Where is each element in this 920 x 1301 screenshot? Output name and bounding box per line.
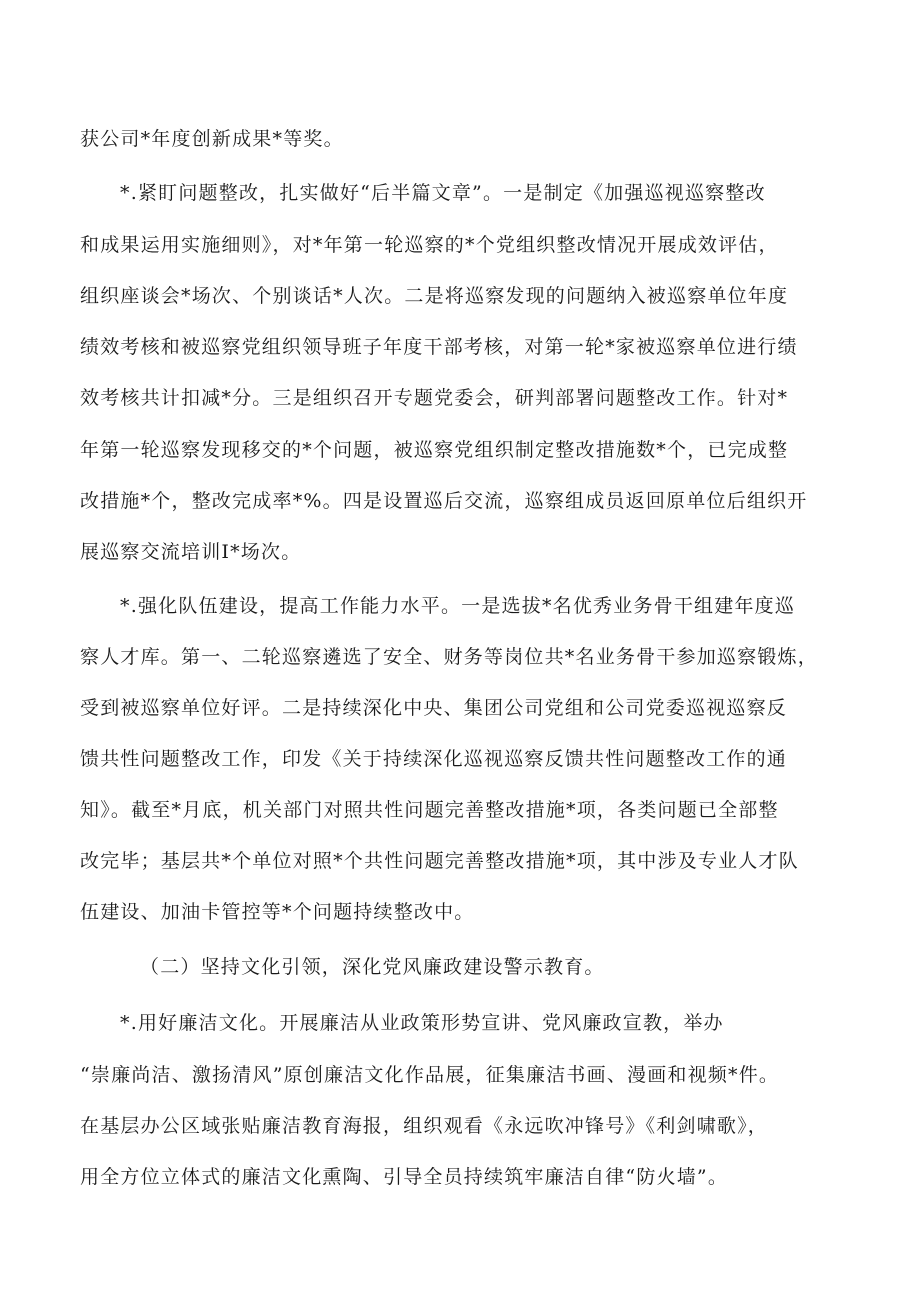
paragraph-line: 绩效考核和被巡察党组织领导班子年度干部考核，对第一轮*家被巡察单位进行绩 — [80, 336, 798, 358]
paragraph-line: 伍建设、加油卡管控等*个问题持续整改中。 — [80, 901, 475, 923]
section-heading: （二）坚持文化引领，深化党风廉政建设警示教育。 — [140, 956, 605, 978]
paragraph-line: 察人才库。第一、二轮巡察遴选了安全、财务等岗位共*名业务骨干参加巡察锻炼， — [80, 646, 818, 668]
paragraph-line: 改措施*个，整改完成率*%。四是设置巡后交流，巡察组成员返回原单位后组织开 — [80, 490, 808, 512]
paragraph-line: 改完毕；基层共*个单位对照*个共性问题完善整改措施*项，其中涉及专业人才队 — [80, 850, 799, 872]
paragraph-line: 效考核共计扣减*分。三是组织召开专题党委会，研判部署问题整改工作。针对* — [80, 387, 789, 409]
paragraph-line: 和成果运用实施细则》，对*年第一轮巡察的*个党组织整改情况开展成效评估， — [80, 234, 779, 256]
paragraph-line: 知》。截至*月底，机关部门对照共性问题完善整改措施*项，各类问题已全部整 — [80, 799, 779, 821]
paragraph-line: 年第一轮巡察发现移交的*个问题，被巡察党组织制定整改措施数*个，已完成整 — [80, 439, 789, 461]
paragraph-line: *.强化队伍建设，提高工作能力水平。一是选拔*名优秀业务骨干组建年度巡 — [120, 595, 796, 617]
paragraph-line: *.用好廉洁文化。开展廉洁从业政策形势宣讲、党风廉政宣教，举办 — [120, 1012, 724, 1034]
paragraph-line: 在基层办公区域张贴廉洁教育海报，组织观看《永远吹冲锋号》《利剑啸歌》， — [80, 1115, 769, 1137]
paragraph-line: 组织座谈会*场次、个别谈话*人次。二是将巡察发现的问题纳入被巡察单位年度 — [80, 285, 789, 307]
paragraph-line: 馈共性问题整改工作，印发《关于持续深化巡视巡察反馈共性问题整改工作的通 — [80, 748, 788, 770]
paragraph-line: *.紧盯问题整改，扎实做好“后半篇文章”。一是制定《加强巡视巡察整改 — [120, 182, 766, 204]
paragraph-line: 受到被巡察单位好评。二是持续深化中央、集团公司党组和公司党委巡视巡察反 — [80, 697, 788, 719]
paragraph-line: 展巡察交流培训I*场次。 — [80, 541, 302, 563]
paragraph-line: “崇廉尚洁、激扬清风”原创廉洁文化作品展，征集廉洁书画、漫画和视频*件。 — [80, 1064, 780, 1086]
paragraph-line: 获公司*年度创新成果*等奖。 — [80, 128, 344, 150]
paragraph-line: 用全方位立体式的廉洁文化熏陶、引导全员持续筑牢廉洁自律“防火墙”。 — [80, 1166, 729, 1188]
